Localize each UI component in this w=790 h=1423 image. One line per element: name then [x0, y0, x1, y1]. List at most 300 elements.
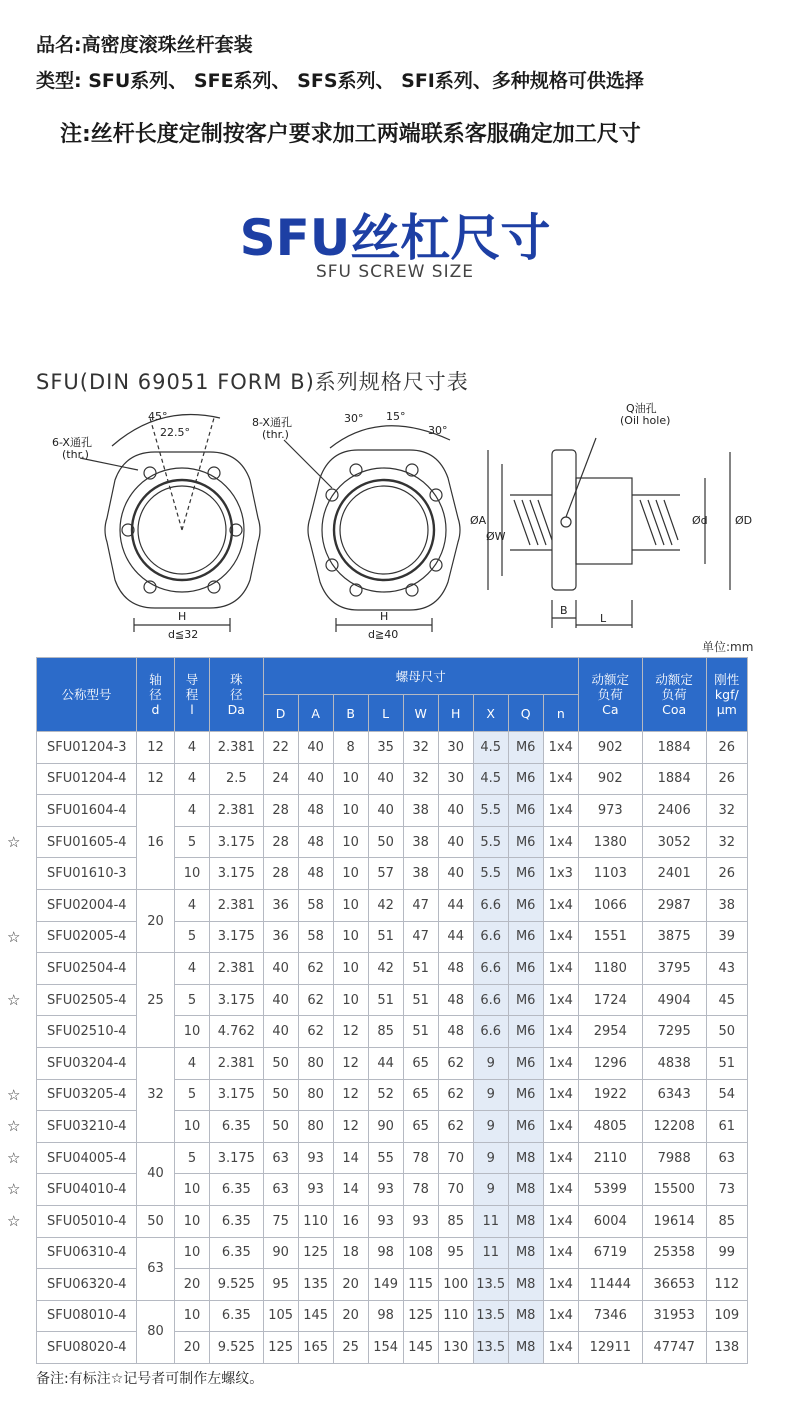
cell-D: 40	[263, 1016, 298, 1048]
cell-rig: 99	[706, 1237, 747, 1269]
cell-coa: 15500	[642, 1174, 706, 1206]
cell-H: 70	[438, 1174, 473, 1206]
cell-H: 48	[438, 953, 473, 985]
cell-d: 50	[136, 1205, 174, 1237]
cell-D: 28	[263, 858, 298, 890]
left-thread-star-icon: ☆	[7, 1085, 21, 1104]
cell-n: 1x4	[543, 1016, 578, 1048]
cell-Q: M8	[508, 1205, 543, 1237]
cell-ca: 11444	[578, 1269, 642, 1301]
cell-L: 52	[368, 1079, 403, 1111]
col-nut-b: B	[333, 695, 368, 732]
cell-A: 135	[298, 1269, 333, 1301]
cell-D: 125	[263, 1332, 298, 1364]
cell-A: 58	[298, 921, 333, 953]
fig3-a-label: ØA	[470, 514, 487, 527]
col-nut-w: W	[403, 695, 438, 732]
cell-model: SFU02510-4	[37, 1016, 137, 1048]
cell-D: 40	[263, 984, 298, 1016]
cell-X: 6.6	[473, 889, 508, 921]
cell-X: 5.5	[473, 826, 508, 858]
cell-A: 93	[298, 1174, 333, 1206]
cell-H: 48	[438, 984, 473, 1016]
fig1-hole-sub: (thr.)	[62, 448, 89, 461]
col-nut-group: 螺母尺寸	[263, 658, 578, 695]
cell-coa: 31953	[642, 1300, 706, 1332]
cell-D: 90	[263, 1237, 298, 1269]
cell-ca: 4805	[578, 1111, 642, 1143]
cell-A: 110	[298, 1205, 333, 1237]
cell-Q: M6	[508, 795, 543, 827]
cell-Q: M6	[508, 1079, 543, 1111]
cell-n: 1x4	[543, 953, 578, 985]
fig1-hole-label: 6-X通孔	[52, 436, 92, 449]
cell-ca: 1380	[578, 826, 642, 858]
cell-n: 1x4	[543, 921, 578, 953]
cell-coa: 3052	[642, 826, 706, 858]
cell-n: 1x4	[543, 984, 578, 1016]
cell-model: SFU03210-4 ☆	[37, 1111, 137, 1143]
cell-H: 40	[438, 795, 473, 827]
col-nut-l: L	[368, 695, 403, 732]
left-thread-star-icon: ☆	[7, 1117, 21, 1136]
cell-A: 125	[298, 1237, 333, 1269]
cell-D: 105	[263, 1300, 298, 1332]
cell-ca: 2110	[578, 1142, 642, 1174]
cell-A: 62	[298, 1016, 333, 1048]
page-subtitle: SFU SCREW SIZE	[315, 262, 475, 282]
cell-n: 1x4	[543, 1111, 578, 1143]
left-thread-star-icon: ☆	[7, 1180, 21, 1199]
cell-Q: M8	[508, 1300, 543, 1332]
cell-l: 5	[175, 1142, 210, 1174]
col-nut-n: n	[543, 695, 578, 732]
cell-model: SFU04010-4 ☆	[37, 1174, 137, 1206]
cell-X: 4.5	[473, 763, 508, 795]
cell-da: 3.175	[210, 1142, 264, 1174]
fig2-angle-30a: 30°	[344, 412, 364, 425]
cell-coa: 4838	[642, 1047, 706, 1079]
col-coa: 动额定 负荷 Coa	[642, 658, 706, 732]
cell-n: 1x3	[543, 858, 578, 890]
table-row	[37, 1300, 748, 1332]
fig1-angle-22: 22.5°	[160, 426, 190, 439]
table-row	[37, 1205, 748, 1237]
cell-n: 1x4	[543, 1047, 578, 1079]
cell-W: 78	[403, 1174, 438, 1206]
cell-H: 100	[438, 1269, 473, 1301]
technical-drawing	[40, 400, 760, 640]
cell-W: 51	[403, 1016, 438, 1048]
cell-l: 5	[175, 984, 210, 1016]
cell-ca: 12911	[578, 1332, 642, 1364]
cell-B: 10	[333, 921, 368, 953]
cell-A: 62	[298, 953, 333, 985]
cell-ca: 6004	[578, 1205, 642, 1237]
cell-B: 12	[333, 1111, 368, 1143]
cell-W: 115	[403, 1269, 438, 1301]
fig2-hole-sub: (thr.)	[262, 428, 289, 441]
cell-Q: M6	[508, 732, 543, 764]
cell-D: 22	[263, 732, 298, 764]
cell-W: 125	[403, 1300, 438, 1332]
cell-da: 3.175	[210, 858, 264, 890]
cell-Q: M6	[508, 1016, 543, 1048]
cell-L: 40	[368, 795, 403, 827]
cell-W: 93	[403, 1205, 438, 1237]
cell-W: 51	[403, 984, 438, 1016]
cell-W: 65	[403, 1111, 438, 1143]
unit-label: 单位:mm	[702, 640, 754, 654]
cell-H: 62	[438, 1111, 473, 1143]
cell-rig: 45	[706, 984, 747, 1016]
col-nut-h: H	[438, 695, 473, 732]
cell-coa: 2406	[642, 795, 706, 827]
cell-B: 14	[333, 1174, 368, 1206]
cell-X: 6.6	[473, 984, 508, 1016]
cell-n: 1x4	[543, 826, 578, 858]
cell-da: 6.35	[210, 1237, 264, 1269]
cell-W: 145	[403, 1332, 438, 1364]
cell-rig: 85	[706, 1205, 747, 1237]
cell-model: SFU01605-4 ☆	[37, 826, 137, 858]
cell-coa: 19614	[642, 1205, 706, 1237]
cell-da: 3.175	[210, 921, 264, 953]
cell-model: SFU08010-4	[37, 1300, 137, 1332]
cell-l: 20	[175, 1332, 210, 1364]
cell-D: 28	[263, 826, 298, 858]
cell-l: 10	[175, 1111, 210, 1143]
cell-A: 48	[298, 858, 333, 890]
table-row	[37, 1142, 748, 1174]
col-shaft: 轴 径 d	[136, 658, 174, 732]
cell-X: 4.5	[473, 732, 508, 764]
cell-n: 1x4	[543, 1300, 578, 1332]
cell-ca: 7346	[578, 1300, 642, 1332]
cell-X: 9	[473, 1079, 508, 1111]
cell-rig: 26	[706, 763, 747, 795]
cell-X: 13.5	[473, 1269, 508, 1301]
cell-A: 145	[298, 1300, 333, 1332]
cell-coa: 3875	[642, 921, 706, 953]
cell-model: SFU05010-4 ☆	[37, 1205, 137, 1237]
cell-rig: 73	[706, 1174, 747, 1206]
cell-B: 10	[333, 826, 368, 858]
cell-d: 20	[136, 889, 174, 952]
cell-B: 10	[333, 763, 368, 795]
cell-W: 51	[403, 953, 438, 985]
cell-L: 40	[368, 763, 403, 795]
cell-da: 3.175	[210, 1079, 264, 1111]
cell-l: 10	[175, 1237, 210, 1269]
cell-W: 32	[403, 763, 438, 795]
cell-da: 3.175	[210, 984, 264, 1016]
col-lead: 导 程 l	[175, 658, 210, 732]
cell-n: 1x4	[543, 732, 578, 764]
cell-ca: 1296	[578, 1047, 642, 1079]
cell-ca: 1724	[578, 984, 642, 1016]
cell-H: 48	[438, 1016, 473, 1048]
cell-Q: M6	[508, 953, 543, 985]
cell-da: 2.381	[210, 953, 264, 985]
cell-X: 11	[473, 1205, 508, 1237]
cell-L: 42	[368, 953, 403, 985]
cell-coa: 36653	[642, 1269, 706, 1301]
cell-D: 95	[263, 1269, 298, 1301]
cell-L: 98	[368, 1300, 403, 1332]
cell-Q: M8	[508, 1237, 543, 1269]
cell-A: 80	[298, 1047, 333, 1079]
cell-A: 80	[298, 1111, 333, 1143]
cell-H: 70	[438, 1142, 473, 1174]
cell-B: 10	[333, 889, 368, 921]
cell-da: 2.381	[210, 732, 264, 764]
cell-H: 44	[438, 921, 473, 953]
fig3-oil-sub: (Oil hole)	[620, 414, 671, 427]
page-title: SFU丝杠尺寸	[239, 209, 551, 267]
cell-W: 65	[403, 1079, 438, 1111]
cell-coa: 2987	[642, 889, 706, 921]
cell-Q: M8	[508, 1269, 543, 1301]
cell-ca: 1103	[578, 858, 642, 890]
col-nut-x: X	[473, 695, 508, 732]
cell-D: 36	[263, 889, 298, 921]
cell-rig: 26	[706, 732, 747, 764]
cell-da: 2.381	[210, 889, 264, 921]
cell-n: 1x4	[543, 1079, 578, 1111]
cell-X: 9	[473, 1142, 508, 1174]
cell-coa: 2401	[642, 858, 706, 890]
cell-B: 8	[333, 732, 368, 764]
cell-ca: 973	[578, 795, 642, 827]
fig2-h-label: H	[380, 610, 389, 623]
cell-d: 12	[136, 732, 174, 764]
cell-model: SFU02505-4 ☆	[37, 984, 137, 1016]
cell-Q: M6	[508, 1047, 543, 1079]
cell-L: 51	[368, 984, 403, 1016]
fig3-dd-label: ØD	[735, 514, 753, 527]
cell-ca: 1180	[578, 953, 642, 985]
nut-side-drawing	[488, 438, 730, 628]
col-nut-d: D	[263, 695, 298, 732]
cell-D: 36	[263, 921, 298, 953]
cell-da: 6.35	[210, 1111, 264, 1143]
cell-W: 38	[403, 826, 438, 858]
cell-model: SFU08020-4	[37, 1332, 137, 1364]
cell-X: 6.6	[473, 953, 508, 985]
cell-ca: 5399	[578, 1174, 642, 1206]
cell-H: 30	[438, 732, 473, 764]
table-row	[37, 1237, 748, 1269]
cell-da: 6.35	[210, 1300, 264, 1332]
cell-rig: 138	[706, 1332, 747, 1364]
cell-rig: 32	[706, 826, 747, 858]
cell-n: 1x4	[543, 889, 578, 921]
col-ball: 珠 径 Da	[210, 658, 264, 732]
cell-X: 9	[473, 1111, 508, 1143]
cell-n: 1x4	[543, 1237, 578, 1269]
cell-D: 28	[263, 795, 298, 827]
fig3-l-label: L	[600, 612, 607, 625]
cell-n: 1x4	[543, 1205, 578, 1237]
cell-H: 95	[438, 1237, 473, 1269]
fig2-condition: d≧40	[368, 628, 399, 640]
cell-Q: M6	[508, 826, 543, 858]
left-thread-star-icon: ☆	[7, 927, 21, 946]
cell-coa: 1884	[642, 732, 706, 764]
cell-B: 20	[333, 1269, 368, 1301]
cell-A: 40	[298, 763, 333, 795]
cell-coa: 3795	[642, 953, 706, 985]
cell-model: SFU04005-4 ☆	[37, 1142, 137, 1174]
left-thread-star-icon: ☆	[7, 990, 21, 1009]
table-row	[37, 732, 748, 764]
cell-B: 10	[333, 953, 368, 985]
cell-ca: 902	[578, 763, 642, 795]
cell-D: 63	[263, 1174, 298, 1206]
cell-coa: 25358	[642, 1237, 706, 1269]
cell-d: 25	[136, 953, 174, 1048]
cell-model: SFU01204-4	[37, 763, 137, 795]
cell-l: 10	[175, 1300, 210, 1332]
cell-l: 10	[175, 1205, 210, 1237]
cell-da: 3.175	[210, 826, 264, 858]
cell-W: 78	[403, 1142, 438, 1174]
cell-ca: 1551	[578, 921, 642, 953]
cell-B: 12	[333, 1047, 368, 1079]
cell-X: 6.6	[473, 1016, 508, 1048]
cell-D: 40	[263, 953, 298, 985]
fig1-condition: d≦32	[168, 628, 199, 640]
cell-L: 55	[368, 1142, 403, 1174]
cell-Q: M6	[508, 858, 543, 890]
cell-B: 10	[333, 795, 368, 827]
cell-rig: 51	[706, 1047, 747, 1079]
cell-n: 1x4	[543, 795, 578, 827]
cell-rig: 43	[706, 953, 747, 985]
cell-model: SFU02005-4 ☆	[37, 921, 137, 953]
cell-rig: 39	[706, 921, 747, 953]
cell-rig: 38	[706, 889, 747, 921]
cell-L: 154	[368, 1332, 403, 1364]
cell-A: 93	[298, 1142, 333, 1174]
cell-n: 1x4	[543, 1269, 578, 1301]
fig3-d-label: Ød	[692, 514, 708, 527]
cell-L: 44	[368, 1047, 403, 1079]
cell-X: 5.5	[473, 795, 508, 827]
cell-B: 25	[333, 1332, 368, 1364]
left-thread-star-icon: ☆	[7, 832, 21, 851]
cell-D: 75	[263, 1205, 298, 1237]
cell-rig: 63	[706, 1142, 747, 1174]
cell-H: 62	[438, 1079, 473, 1111]
product-types: 类型: SFU系列、 SFE系列、 SFS系列、 SFI系列、多种规格可供选择	[36, 70, 644, 92]
cell-model: SFU06320-4	[37, 1269, 137, 1301]
cell-d: 80	[136, 1300, 174, 1363]
cell-L: 85	[368, 1016, 403, 1048]
cell-rig: 26	[706, 858, 747, 890]
cell-l: 4	[175, 953, 210, 985]
cell-ca: 1066	[578, 889, 642, 921]
product-name: 品名:高密度滚珠丝杆套装	[36, 34, 253, 56]
cell-n: 1x4	[543, 763, 578, 795]
cell-B: 20	[333, 1300, 368, 1332]
cell-L: 90	[368, 1111, 403, 1143]
cell-L: 93	[368, 1174, 403, 1206]
cell-coa: 7295	[642, 1016, 706, 1048]
footnote: 备注:有标注☆记号者可制作左螺纹。	[36, 1371, 264, 1387]
cell-L: 149	[368, 1269, 403, 1301]
cell-rig: 50	[706, 1016, 747, 1048]
left-thread-star-icon: ☆	[7, 1148, 21, 1167]
cell-Q: M6	[508, 984, 543, 1016]
cell-coa: 1884	[642, 763, 706, 795]
cell-L: 98	[368, 1237, 403, 1269]
cell-rig: 32	[706, 795, 747, 827]
cell-model: SFU06310-4	[37, 1237, 137, 1269]
cell-D: 63	[263, 1142, 298, 1174]
spec-table	[7, 657, 748, 1364]
cell-D: 50	[263, 1111, 298, 1143]
cell-l: 4	[175, 1047, 210, 1079]
cell-da: 9.525	[210, 1332, 264, 1364]
cell-B: 12	[333, 1079, 368, 1111]
cell-d: 12	[136, 763, 174, 795]
cell-H: 110	[438, 1300, 473, 1332]
fig1-angle-45: 45°	[148, 410, 168, 423]
cell-L: 42	[368, 889, 403, 921]
cell-l: 5	[175, 1079, 210, 1111]
cell-D: 24	[263, 763, 298, 795]
fig1-h-label: H	[178, 610, 187, 623]
cell-A: 48	[298, 795, 333, 827]
cell-B: 18	[333, 1237, 368, 1269]
cell-coa: 7988	[642, 1142, 706, 1174]
cell-l: 20	[175, 1269, 210, 1301]
cell-X: 5.5	[473, 858, 508, 890]
cell-da: 6.35	[210, 1205, 264, 1237]
cell-l: 5	[175, 826, 210, 858]
cell-n: 1x4	[543, 1174, 578, 1206]
fig3-w-label: ØW	[486, 530, 506, 543]
cell-Q: M6	[508, 1111, 543, 1143]
cell-model: SFU01610-3	[37, 858, 137, 890]
cell-da: 2.381	[210, 1047, 264, 1079]
cell-d: 63	[136, 1237, 174, 1300]
cell-X: 13.5	[473, 1300, 508, 1332]
cell-H: 44	[438, 889, 473, 921]
fig2-angle-30b: 30°	[428, 424, 448, 437]
cell-coa: 47747	[642, 1332, 706, 1364]
cell-l: 5	[175, 921, 210, 953]
table-row	[37, 795, 748, 827]
table-row	[37, 763, 748, 795]
cell-d: 32	[136, 1047, 174, 1142]
cell-X: 6.6	[473, 921, 508, 953]
cell-l: 4	[175, 889, 210, 921]
table-row	[37, 1047, 748, 1079]
cell-ca: 1922	[578, 1079, 642, 1111]
cell-B: 16	[333, 1205, 368, 1237]
cell-ca: 2954	[578, 1016, 642, 1048]
cell-rig: 61	[706, 1111, 747, 1143]
cell-Q: M6	[508, 889, 543, 921]
cell-H: 40	[438, 858, 473, 890]
cell-X: 9	[473, 1047, 508, 1079]
cell-D: 50	[263, 1047, 298, 1079]
cell-W: 47	[403, 889, 438, 921]
cell-model: SFU02504-4	[37, 953, 137, 985]
